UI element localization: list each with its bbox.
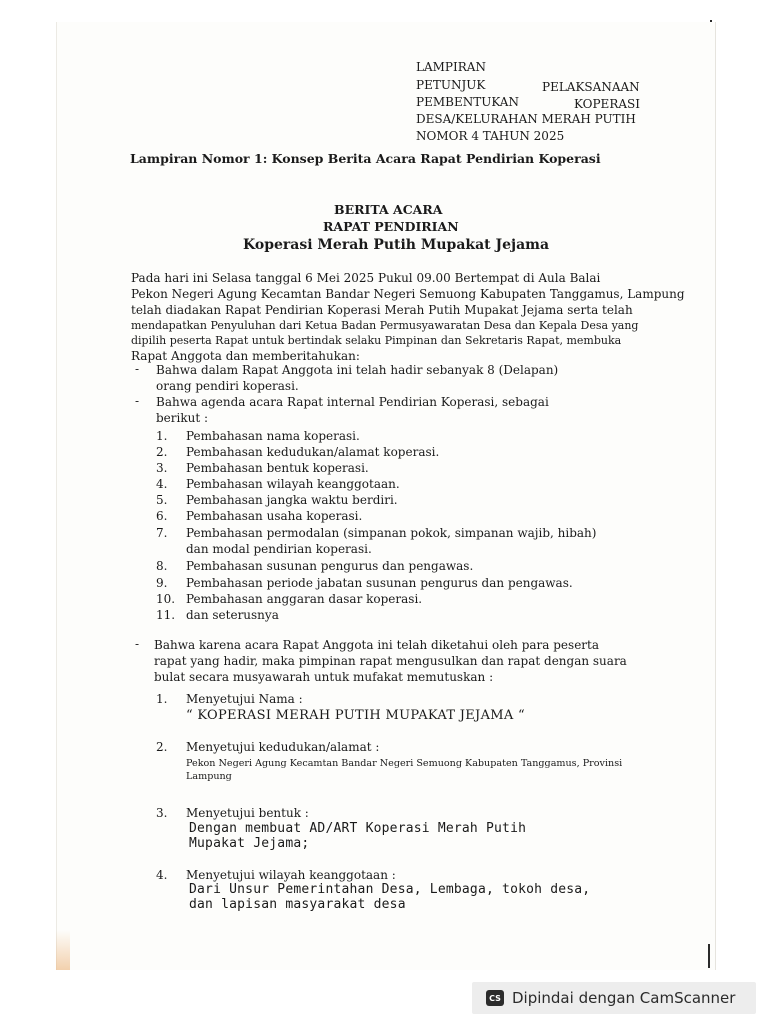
camscanner-badge [472, 982, 756, 1014]
agenda-item: Pembahasan usaha koperasi. [186, 509, 363, 523]
agenda-item: Pembahasan susunan pengurus dan pengawas. [186, 559, 474, 573]
intro-line: telah diadakan Rapat Pendirian Koperasi Merah Putih Mupakat Jejama serta telah [131, 303, 633, 317]
agenda-item: Pembahasan periode jabatan susunan pengurus dan pengawas. [186, 576, 573, 590]
decision-number: 3. [156, 806, 168, 820]
scan-edge-mark-top [710, 20, 712, 22]
agenda-number: 2. [156, 445, 168, 459]
attachment-header-line2-left: PETUNJUK [416, 78, 486, 92]
scan-corner-stain [56, 930, 70, 970]
decision-label: Menyetujui kedudukan/alamat : [186, 740, 380, 754]
decision-number: 4. [156, 868, 168, 882]
attachment-header-line2-right: PELAKSANAAN [542, 80, 640, 94]
decision-label: Menyetujui bentuk : [186, 806, 309, 820]
intro-line: Pada hari ini Selasa tanggal 6 Mei 2025 Pukul 09.00 Bertempat di Aula Balai [131, 271, 601, 285]
agenda-item: Pembahasan wilayah keanggotaan. [186, 477, 400, 491]
agenda-number: 3. [156, 461, 168, 475]
bullet-dash: - [135, 394, 140, 408]
attachment-header-line4: DESA/KELURAHAN MERAH PUTIH [416, 112, 636, 126]
decision-value: Pekon Negeri Agung Kecamtan Bandar Negeri Semuong Kabupaten Tanggamus, Provinsi [186, 758, 623, 769]
attachment-title: Lampiran Nomor 1: Konsep Berita Acara Rapat Pendirian Koperasi [130, 151, 601, 166]
agenda-item: Pembahasan nama koperasi. [186, 429, 360, 443]
doc-title-line1: BERITA ACARA [334, 202, 443, 217]
agenda-number: 5. [156, 493, 168, 507]
agenda-item: dan seterusnya [186, 608, 279, 622]
decision-value: Dengan membuat AD/ART Koperasi Merah Putih [189, 821, 527, 836]
agenda-number: 6. [156, 509, 168, 523]
scan-edge-mark-right [708, 944, 710, 968]
attachment-header-line3-left: PEMBENTUKAN [416, 95, 519, 109]
intro-line: mendapatkan Penyuluhan dari Ketua Badan Permusyawaratan Desa dan Kepala Desa yang [131, 319, 639, 332]
cooperative-name: “ KOPERASI MERAH PUTIH MUPAKAT JEJAMA “ [186, 708, 525, 723]
doc-title-line3: Koperasi Merah Putih Mupakat Jejama [243, 237, 550, 253]
decision-value: dan lapisan masyarakat desa [189, 897, 406, 912]
agenda-item: Pembahasan jangka waktu berdiri. [186, 493, 398, 507]
agenda-item: Pembahasan anggaran dasar koperasi. [186, 592, 423, 606]
agenda-item: Pembahasan kedudukan/alamat koperasi. [186, 445, 440, 459]
agenda-number: 11. [156, 608, 176, 622]
intro-line: Rapat Anggota dan memberitahukan: [131, 349, 360, 363]
intro-line: Pekon Negeri Agung Kecamtan Bandar Negeri Semuong Kabupaten Tanggamus, Lampung [131, 287, 685, 301]
decision-value: Dari Unsur Pemerintahan Desa, Lembaga, tokoh desa, [189, 882, 591, 897]
camscanner-text: Dipindai dengan CamScanner [512, 989, 736, 1007]
bullet3-line1: Bahwa karena acara Rapat Anggota ini telah diketahui oleh para peserta [154, 638, 600, 652]
attachment-header-line1: LAMPIRAN [416, 60, 486, 74]
agenda-number: 1. [156, 429, 168, 443]
agenda-number: 7. [156, 526, 168, 540]
decision-number: 2. [156, 740, 168, 754]
attachment-header-line5: NOMOR 4 TAHUN 2025 [416, 129, 565, 143]
bullet-dash: - [135, 637, 140, 651]
agenda-number: 10. [156, 592, 176, 606]
bullet2-line2: berikut : [156, 411, 209, 425]
bullet1-line2: orang pendiri koperasi. [156, 379, 299, 393]
intro-line: dipilih peserta Rapat untuk bertindak selaku Pimpinan dan Sekretaris Rapat, membuka [131, 334, 622, 347]
bullet-dash: - [135, 362, 140, 376]
decision-value: Lampung [186, 771, 232, 782]
agenda-item-continued: dan modal pendirian koperasi. [186, 542, 372, 556]
decision-number: 1. [156, 692, 168, 706]
bullet3-line2: rapat yang hadir, maka pimpinan rapat mengusulkan dan rapat dengan suara [154, 654, 627, 668]
bullet1-line1: Bahwa dalam Rapat Anggota ini telah hadir sebanyak 8 (Delapan) [156, 363, 559, 377]
decision-value: Mupakat Jejama; [189, 836, 310, 851]
decision-label: Menyetujui wilayah keanggotaan : [186, 868, 396, 882]
decision-label: Menyetujui Nama : [186, 692, 303, 706]
agenda-item: Pembahasan bentuk koperasi. [186, 461, 369, 475]
agenda-number: 9. [156, 576, 168, 590]
doc-title-line2: RAPAT PENDIRIAN [323, 219, 459, 234]
agenda-number: 8. [156, 559, 168, 573]
attachment-header-line3-right: KOPERASI [574, 97, 640, 111]
agenda-item: Pembahasan permodalan (simpanan pokok, simpanan wajib, hibah) [186, 526, 597, 540]
camscanner-logo-icon: CS [486, 990, 504, 1006]
bullet3-line3: bulat secara musyawarah untuk mufakat memutuskan : [154, 670, 494, 684]
bullet2-line1: Bahwa agenda acara Rapat internal Pendirian Koperasi, sebagai [156, 395, 549, 409]
agenda-number: 4. [156, 477, 168, 491]
